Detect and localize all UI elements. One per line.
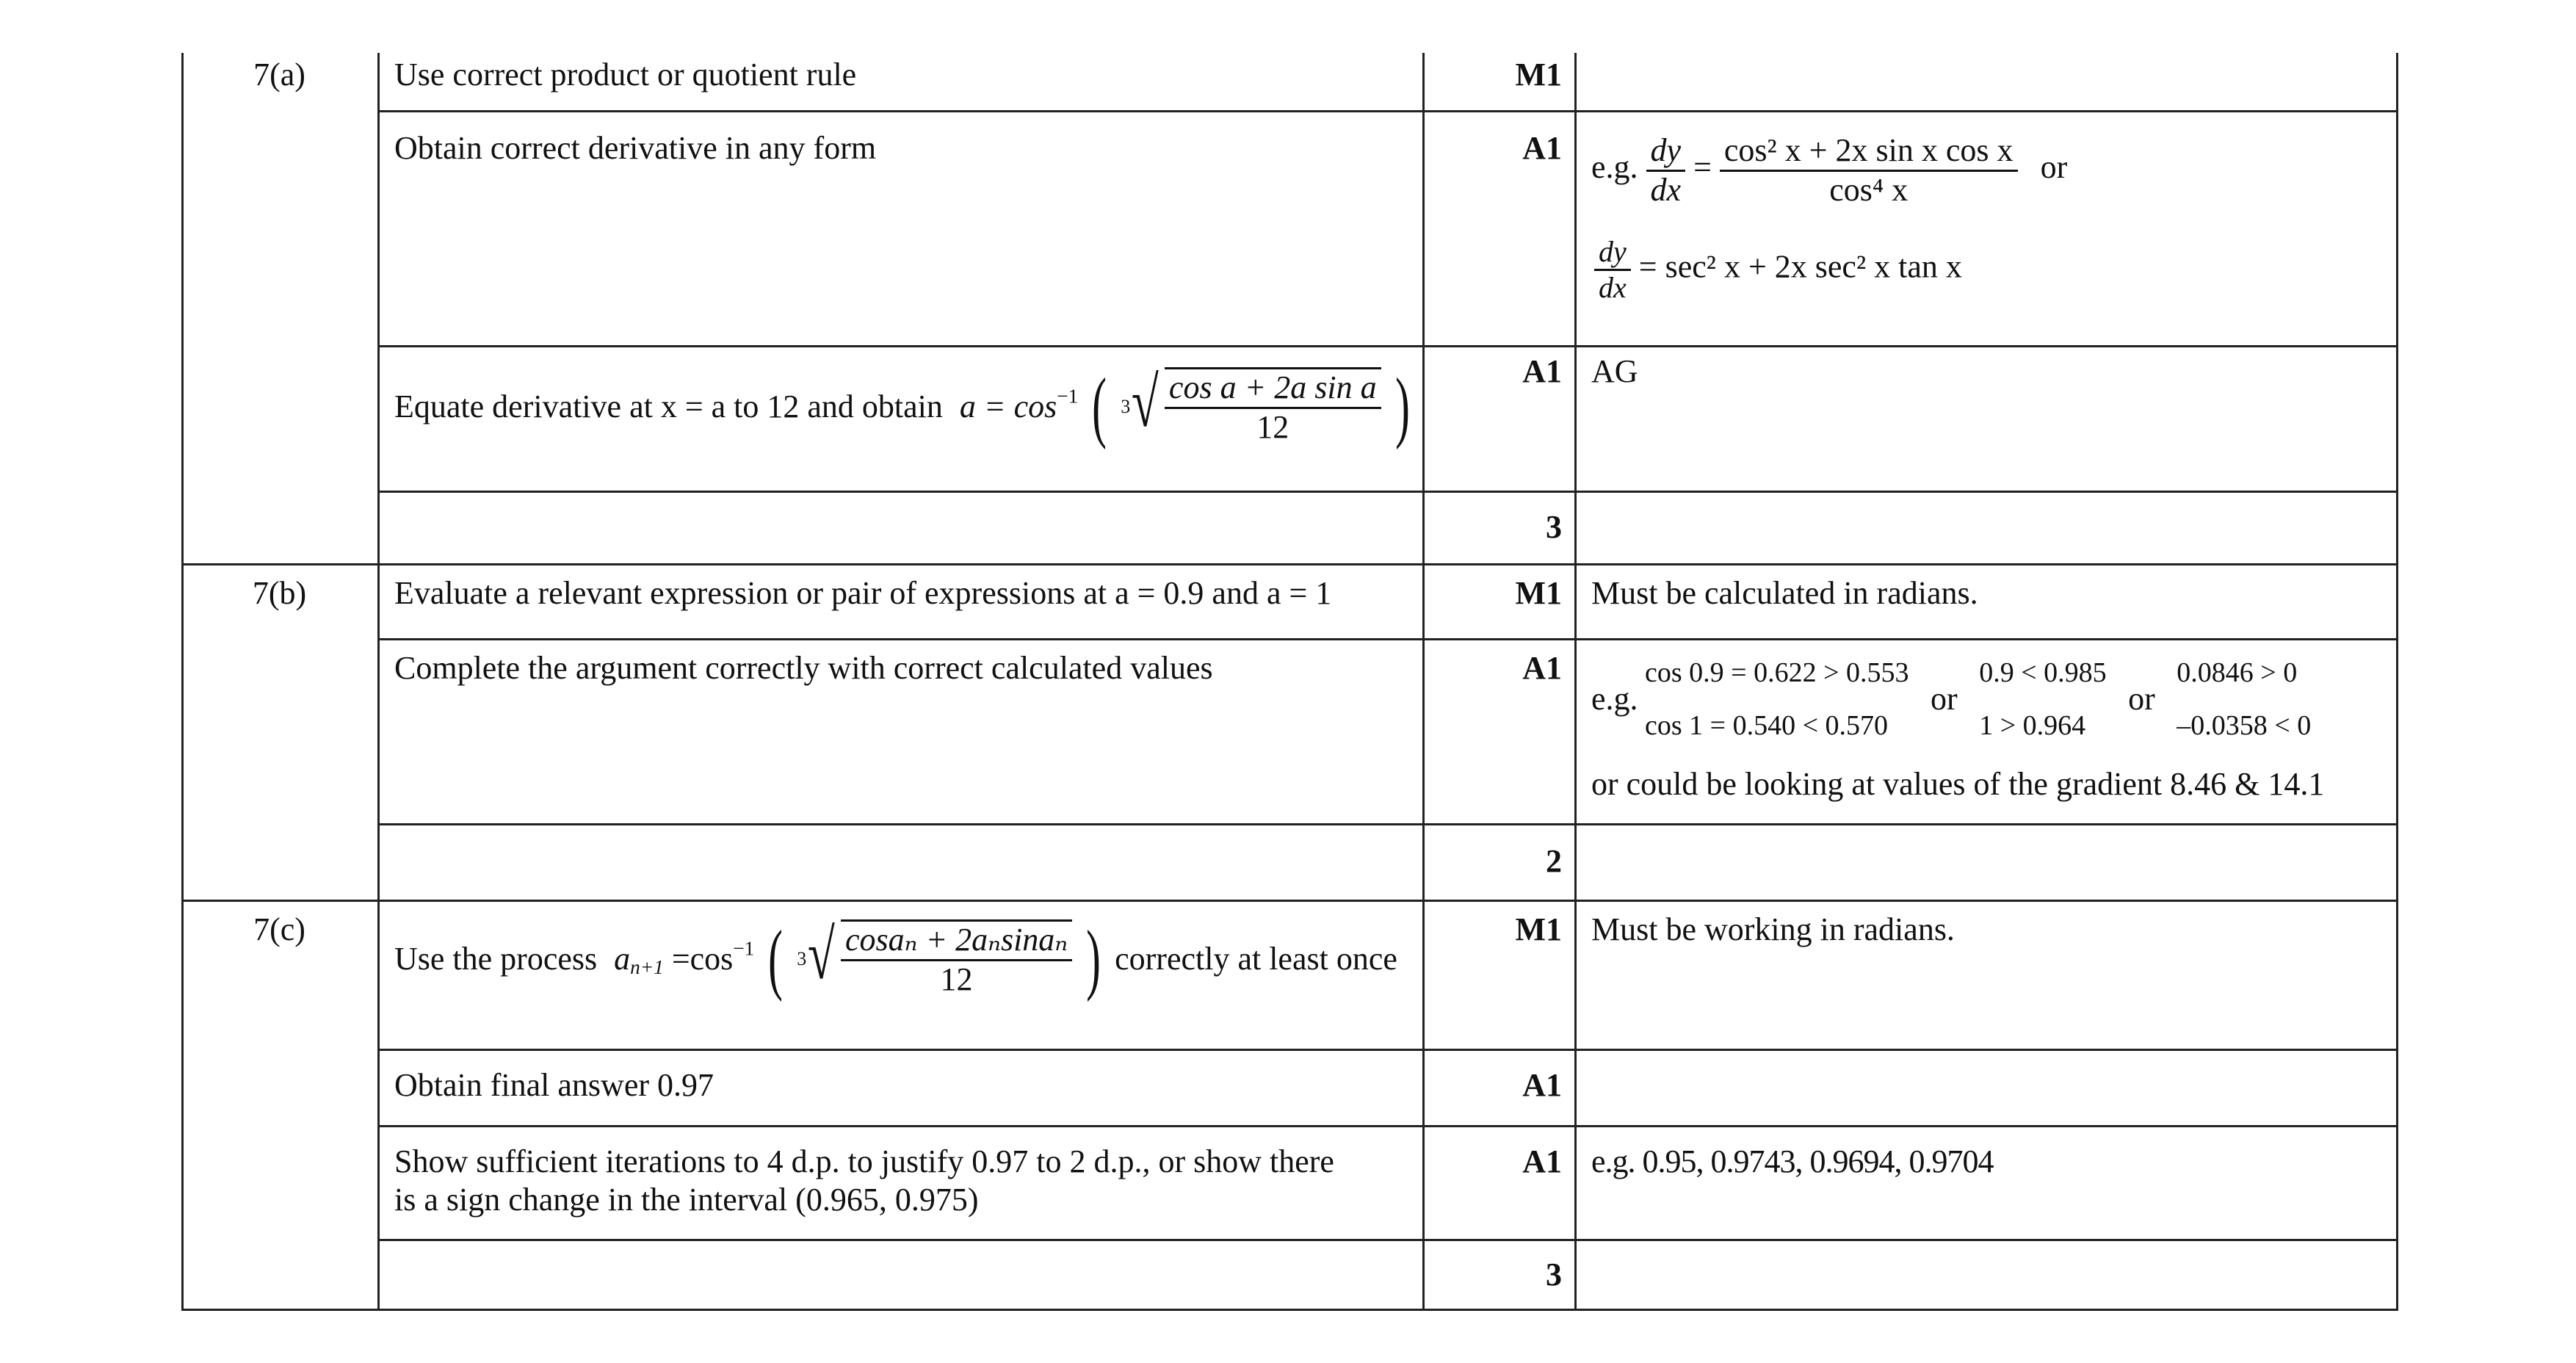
derivative-denominator: cos⁴ x: [1829, 171, 1909, 208]
root-denominator-7c: 12: [940, 961, 973, 997]
dy-text-2: dy: [1594, 235, 1631, 271]
or-text: or: [2040, 149, 2068, 186]
criterion-7c-1-text-a: Use the process: [394, 941, 598, 977]
note-7c-3: e.g. 0.95, 0.9743, 0.9694, 0.9704: [1591, 1143, 1994, 1179]
cube-root-7c: 3 √ $\frac{\text{cosaₙ + 2aₙsinaₙ}}{12}$: [797, 919, 1072, 998]
dy-text: dy: [1646, 132, 1686, 172]
criterion-7c-1-text-b: correctly at least once: [1115, 941, 1397, 977]
comparison-examples: [1591, 646, 2311, 752]
mark-7a-2: A1: [1522, 130, 1562, 166]
iteration-equals-cos: =cos: [663, 941, 734, 977]
question-label-7b: 7(b): [252, 575, 307, 611]
dx-text: dx: [1650, 171, 1682, 208]
mark-7a-1: M1: [1515, 57, 1562, 93]
sec-expression: = sec² x + 2x sec² x tan x: [1638, 248, 1962, 285]
note-7b-1: Must be calculated in radians.: [1591, 575, 1978, 611]
equals-sign: =: [1693, 149, 1712, 186]
or-text-1: or: [1931, 681, 1958, 717]
mark-7b-2: A1: [1522, 650, 1562, 686]
criterion-7c-2: Obtain final answer 0.97: [394, 1067, 714, 1103]
criterion-7c-3-line1: Show sufficient iterations to 4 d.p. to justify 0.97 to 2 d.p., or show there: [394, 1143, 1334, 1179]
comparison-3b: –0.0358 < 0: [2177, 710, 2312, 741]
criterion-7a-3: [394, 363, 1416, 450]
mark-7c-3: A1: [1522, 1143, 1562, 1179]
eg-label: e.g.: [1591, 149, 1638, 186]
criterion-7a-2: Obtain correct derivative in any form: [394, 130, 877, 166]
inverse-cos-lhs: a = cos: [959, 388, 1057, 424]
criterion-7b-1: Evaluate a relevant expression or pair of expressions at a = 0.9 and a = 1: [394, 575, 1332, 611]
cube-root-7a: 3 √ $\frac{\text{cos a + 2a sin a}}{12}$: [1121, 367, 1381, 446]
question-label-7a: 7(a): [253, 57, 305, 93]
comparison-1b: cos 1 = 0.540 < 0.570: [1645, 710, 1889, 741]
root-denominator-7a: 12: [1256, 409, 1289, 445]
note-7c-1: Must be working in radians.: [1591, 911, 1955, 947]
criterion-7c-3-line2: is a sign change in the interval (0.965, 0.975): [394, 1182, 979, 1218]
comparison-3a: 0.0846 > 0: [2177, 657, 2298, 688]
mark-scheme-table: [181, 53, 2398, 1311]
comparison-2a: 0.9 < 0.985: [1979, 657, 2107, 688]
comparison-2b: 1 > 0.964: [1979, 710, 2086, 741]
iteration-inverse: −1: [733, 937, 755, 960]
iteration-subscript: n+1: [630, 955, 664, 978]
total-7a: 3: [1546, 509, 1562, 545]
iteration-lhs: a: [614, 941, 631, 977]
close-paren-7c: ): [1086, 915, 1101, 1002]
criterion-7b-2: Complete the argument correctly with correct calculated values: [394, 650, 1213, 686]
eg-label-7b: e.g.: [1591, 681, 1638, 717]
mark-7c-2: A1: [1522, 1067, 1562, 1103]
root-numerator-7a: cos a + 2a sin a: [1165, 369, 1381, 409]
mark-7b-1: M1: [1515, 575, 1562, 611]
derivative-example: [1591, 132, 2067, 209]
comparison-1a: cos 0.9 = 0.622 > 0.553: [1645, 657, 1909, 688]
or-text-2: or: [2128, 681, 2155, 717]
comparison-pair-2: [1979, 646, 2106, 752]
dx-text-2: dx: [1599, 271, 1627, 304]
root-numerator-7c: cosaₙ + 2aₙsinaₙ: [841, 922, 1072, 961]
derivative-numerator: cos² x + 2x sin x cos x: [1720, 132, 2018, 172]
derivative-alt-form: [1594, 235, 1962, 305]
note-7a-3: AG: [1591, 353, 1638, 389]
comparison-pair-1: [1645, 646, 1909, 752]
mark-7c-1: M1: [1515, 911, 1562, 947]
total-7c: 3: [1546, 1257, 1562, 1292]
comparison-pair-3: [2177, 646, 2311, 752]
inverse-exponent: −1: [1057, 385, 1079, 408]
close-paren: ): [1394, 363, 1410, 450]
criterion-7a-1: Use correct product or quotient rule: [394, 57, 857, 93]
open-paren-7c: (: [768, 915, 784, 1002]
total-7b: 2: [1546, 843, 1562, 879]
gradient-note: or could be looking at values of the gradient 8.46 & 14.1: [1591, 766, 2325, 802]
mark-7a-3: A1: [1522, 353, 1562, 389]
question-label-7c: 7(c): [253, 911, 305, 947]
criterion-7a-3-text: Equate derivative at x = a to 12 and obtain: [394, 388, 943, 424]
open-paren: (: [1092, 363, 1107, 450]
criterion-7c-1: [394, 915, 1397, 1002]
